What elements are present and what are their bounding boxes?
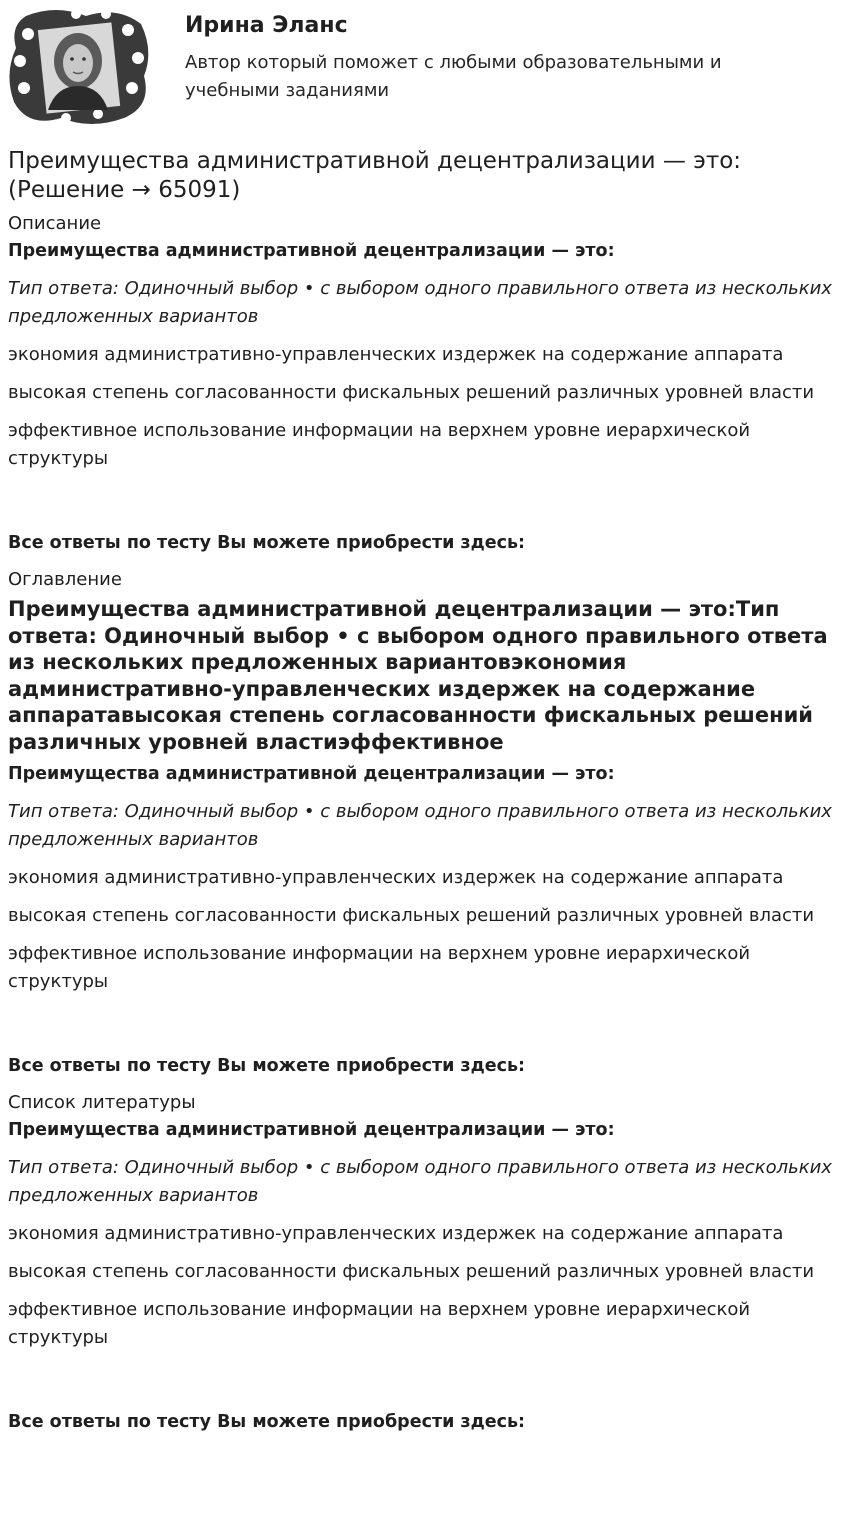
toc-heading: Преимущества административной децентрализации — это:Тип ответа: Одиночный выбор • с выбором одного правильного ответа из нескольких предложенных вариантовэкономия административно-управленческих издержек на содержание аппаратавысокая степень согласованности фискальных решений различных уровней властиэффективное	[8, 597, 828, 754]
question-option: высокая степень согласованности фискальных решений различных уровней власти	[8, 905, 815, 926]
section-label-toc: Оглавление	[8, 569, 122, 590]
question-option: высокая степень согласованности фискальных решений различных уровней власти	[8, 382, 815, 403]
question-option: эффективное использование информации на верхнем уровне иерархической структуры	[8, 943, 751, 992]
page-title: Преимущества административной децентрализации — это: (Решение → 65091)	[8, 148, 742, 203]
question-type: Тип ответа: Одиночный выбор • с выбором одного правильного ответа из нескольких предложенных вариантов	[8, 278, 832, 327]
spacer	[8, 1362, 838, 1411]
question-option: экономия административно-управленческих издержек на содержание аппарата	[8, 1223, 784, 1244]
question-title: Преимущества административной децентрализации — это:	[8, 1120, 615, 1140]
question-option: экономия административно-управленческих издержек на содержание аппарата	[8, 344, 784, 365]
main-content	[8, 147, 838, 1448]
spacer	[8, 1006, 838, 1055]
author-description: Автор который поможет с любыми образовательными и учебными заданиями	[185, 52, 722, 101]
film-strip-portrait-icon	[6, 6, 152, 128]
question-option: эффективное использование информации на верхнем уровне иерархической структуры	[8, 1299, 751, 1348]
avatar	[6, 6, 152, 128]
bibliography-section	[8, 1092, 838, 1433]
buy-answers-link[interactable]: Все ответы по тесту Вы можете приобрести здесь:	[8, 533, 526, 553]
question-option: высокая степень согласованности фискальных решений различных уровней власти	[8, 1261, 815, 1282]
toc-section	[8, 569, 838, 1077]
author-card	[0, 0, 847, 130]
spacer	[8, 483, 838, 532]
question-title: Преимущества административной децентрализации — это:	[8, 764, 615, 784]
buy-answers-link[interactable]: Все ответы по тесту Вы можете приобрести здесь:	[8, 1412, 526, 1432]
question-title: Преимущества административной децентрализации — это:	[8, 241, 615, 261]
question-type: Тип ответа: Одиночный выбор • с выбором одного правильного ответа из нескольких предложенных вариантов	[8, 801, 832, 850]
author-name: Ирина Эланс	[185, 13, 348, 38]
section-label-description: Описание	[8, 213, 102, 234]
question-type: Тип ответа: Одиночный выбор • с выбором одного правильного ответа из нескольких предложенных вариантов	[8, 1157, 832, 1206]
question-option: эффективное использование информации на верхнем уровне иерархической структуры	[8, 420, 751, 469]
question-option: экономия административно-управленческих издержек на содержание аппарата	[8, 867, 784, 888]
description-section	[8, 213, 838, 554]
section-label-bibliography: Список литературы	[8, 1092, 196, 1113]
buy-answers-link[interactable]: Все ответы по тесту Вы можете приобрести здесь:	[8, 1056, 526, 1076]
